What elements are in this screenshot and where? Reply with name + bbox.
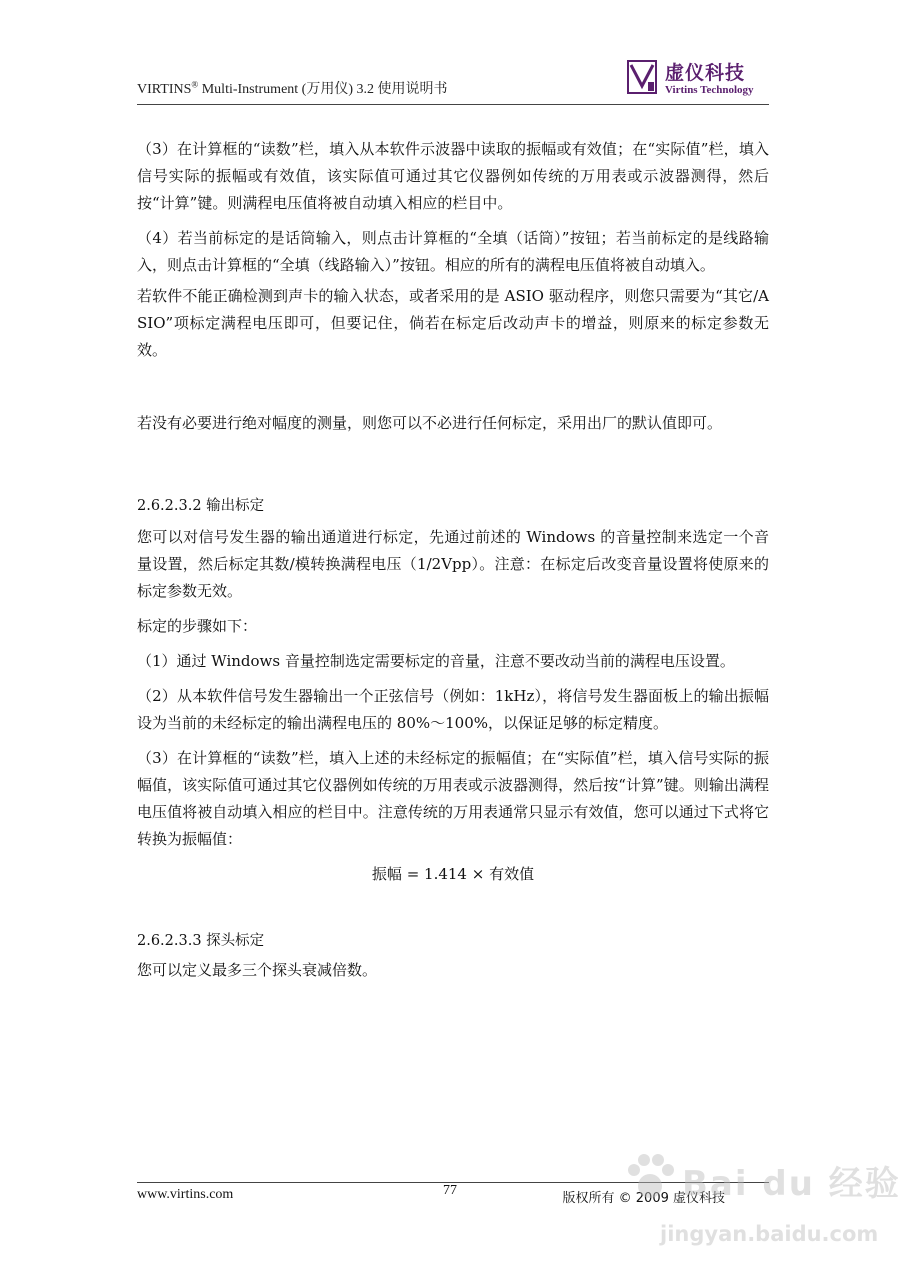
page-number: 77: [443, 1183, 457, 1198]
document-title: [137, 78, 448, 98]
section-heading: 2.6.2.3.3 探头标定: [137, 933, 265, 949]
paragraph: 标定的步骤如下：: [137, 617, 258, 635]
logo-chinese-name: 虚仪科技: [665, 62, 746, 84]
paragraph: （3）在计算框的“读数”栏，填入上述的未经标定的振幅值；在“实际值”栏，填入信号实际的振幅值，该实际值可通过其它仪器例如传统的万用表或示波器测得，然后按“计算”键。则输出满程电压值将被自动填入相应的栏目中。注意传统的万用表通常只显示有效值，您可以通过下式将它转换为振幅值：: [137, 749, 769, 848]
paragraph: 您可以定义最多三个探头衰减倍数。: [137, 961, 378, 979]
watermark-url: jingyan.baidu.com: [660, 1222, 879, 1246]
paragraph: 若没有必要进行绝对幅度的测量，则您可以不必进行任何标定，采用出厂的默认值即可。: [137, 414, 723, 432]
virtins-logo-icon: [627, 60, 657, 94]
paragraph: （2）从本软件信号发生器输出一个正弦信号（例如：1kHz），将信号发生器面板上的输出振幅设为当前的未经标定的输出满程电压的 80%～100%，以保证足够的标定精度。: [137, 687, 769, 732]
paragraph: （1）通过 Windows 音量控制选定需要标定的音量，注意不要改动当前的满程电压设置。: [137, 652, 735, 670]
paragraph: （4）若当前标定的是话筒输入，则点击计算框的“全填（话筒）”按钮；若当前标定的是线路输入，则点击计算框的“全填（线路输入）”按钮。相应的所有的满程电压值将被自动填入。: [137, 229, 769, 274]
paragraph: （3）在计算框的“读数”栏，填入从本软件示波器中读取的振幅或有效值；在“实际值”栏，填入信号实际的振幅或有效值，该实际值可通过其它仪器例如传统的万用表或示波器测得，然后按“计算”键。则满程电压值将被自动填入相应的栏目中。: [137, 140, 769, 212]
company-logo: [627, 58, 767, 102]
formula: 振幅 = 1.414 × 有效值: [371, 865, 535, 883]
footer-website: www.virtins.com: [137, 1187, 234, 1202]
paragraph: 若软件不能正确检测到声卡的输入状态，或者采用的是 ASIO 驱动程序，则您只需要为“其它/ASIO”项标定满程电压即可，但要记住，倘若在标定后改动声卡的增益，则原来的标定参数无效。: [137, 287, 769, 359]
section-heading: 2.6.2.3.2 输出标定: [137, 498, 265, 514]
title-brand: VIRTINS: [137, 82, 192, 97]
title-rest: Multi-Instrument (万用仪) 3.2 使用说明书: [198, 82, 448, 97]
registered-mark: ®: [191, 79, 199, 90]
paragraph: 您可以对信号发生器的输出通道进行标定，先通过前述的 Windows 的音量控制来选定一个音量设置，然后标定其数/模转换满程电压（1/2Vpp）。注意：在标定后改变音量设置将使原来的标定参数无效。: [137, 528, 769, 600]
paw-icon: [620, 1148, 680, 1208]
watermark-brand: Bai du 经验: [682, 1164, 901, 1204]
footer-copyright: 版权所有 © 2009 虚仪科技: [562, 1191, 725, 1206]
page-header: [137, 58, 769, 105]
logo-english-name: Virtins Technology: [665, 84, 754, 96]
baidu-watermark: [620, 1138, 901, 1268]
page-body: [137, 136, 769, 984]
